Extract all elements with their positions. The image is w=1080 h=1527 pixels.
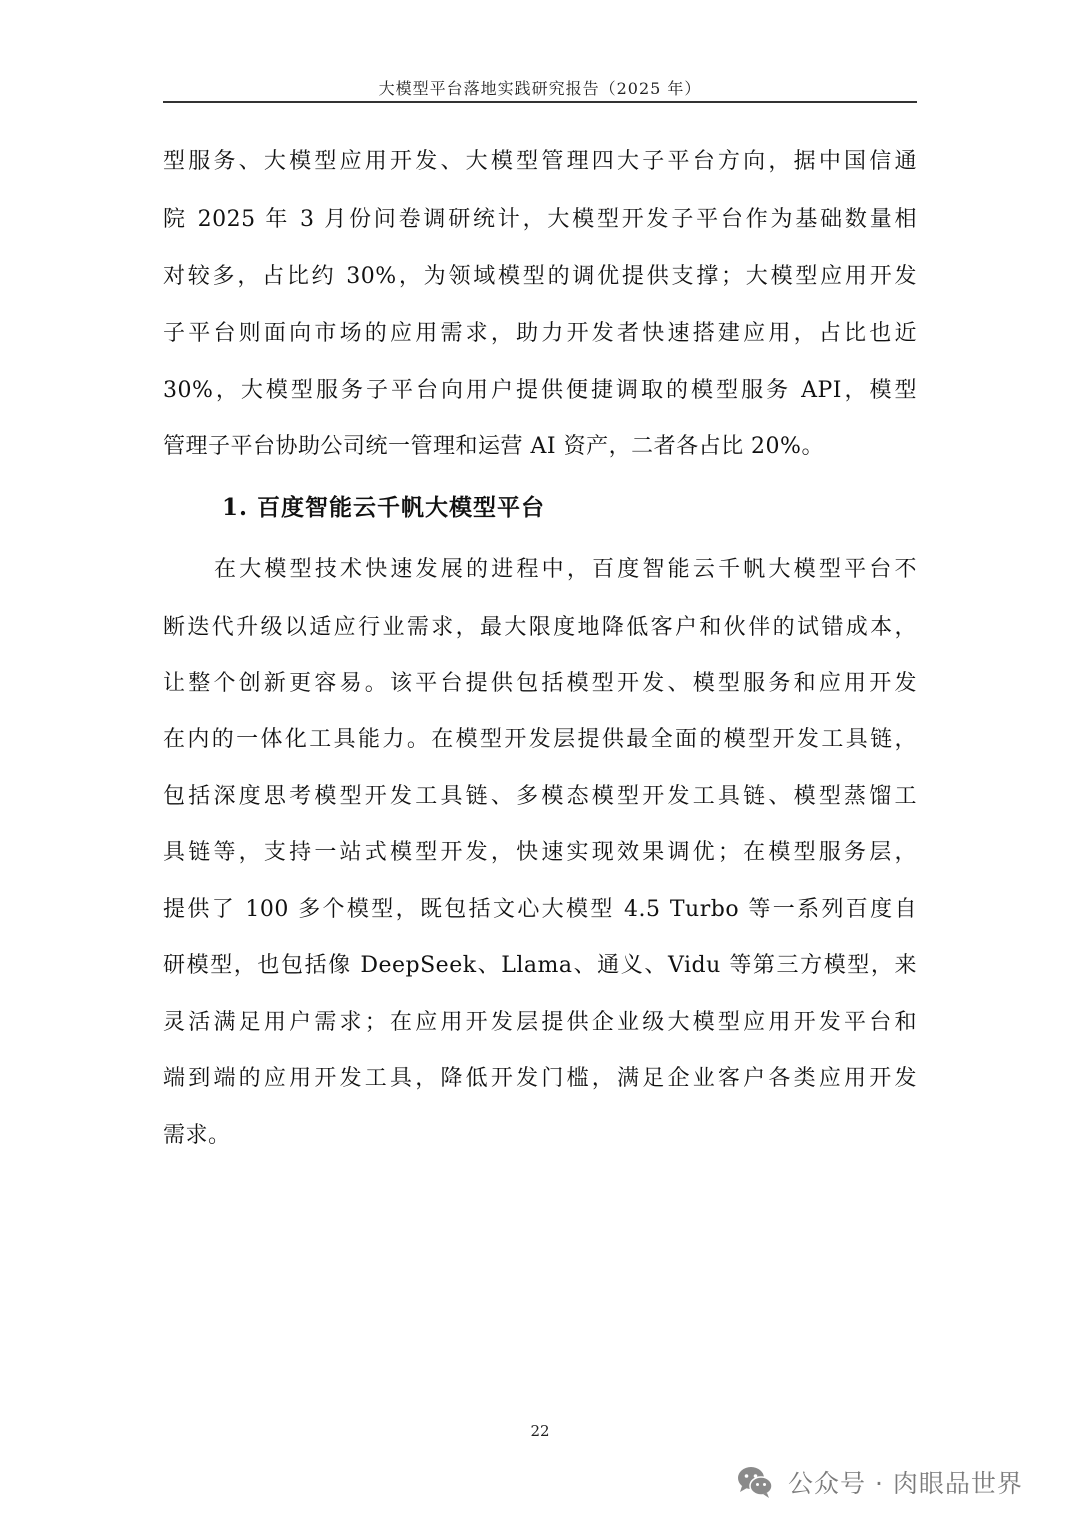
text-segment: 灵活满足用户需求； bbox=[163, 1010, 388, 1035]
text-line: 型服务、大模型应用开发、大模型管理四大子平台方向，据中国信通 bbox=[163, 149, 917, 174]
text-line bbox=[163, 725, 917, 755]
watermark bbox=[736, 1462, 1023, 1502]
text-line: 子平台则面向市场的应用需求，助力开发者快速搭建应用，占比也近 bbox=[163, 321, 917, 346]
text-line: 在大模型技术快速发展的进程中，百度智能云千帆大模型平台不 bbox=[214, 557, 917, 582]
wechat-icon bbox=[736, 1465, 774, 1499]
page-number: 22 bbox=[530, 1422, 550, 1440]
highlight-app-dev-layer: 在应用开发层 bbox=[387, 1010, 542, 1035]
text-segment: ， bbox=[894, 840, 917, 865]
text-line: 对较多，占比约 30%，为领域模型的调优提供支撑；大模型应用开发 bbox=[163, 264, 917, 289]
report-header-title: 大模型平台落地实践研究报告（2025 年） bbox=[378, 79, 702, 98]
text-line: 需求。 bbox=[163, 1123, 231, 1148]
text-segment: 提供最全面的模型开发工具链， bbox=[577, 727, 917, 752]
text-line: 让整个创新更容易。该平台提供包括模型开发、模型服务和应用开发 bbox=[163, 671, 917, 696]
highlight-model-dev-layer: 在模型开发层 bbox=[431, 727, 578, 752]
text-segment: 具链等，支持一站式模型开发，快速实现效果调优； bbox=[163, 840, 741, 865]
text-line bbox=[163, 838, 917, 868]
highlight-model-service-layer: 在模型服务层 bbox=[740, 840, 895, 865]
watermark-text: 公众号 · 肉眼品世界 bbox=[788, 1469, 1023, 1498]
text-line bbox=[163, 1008, 917, 1038]
text-line: 断迭代升级以适应行业需求，最大限度地降低客户和伙伴的试错成本， bbox=[163, 615, 917, 640]
text-line: 提供了 100 多个模型，既包括文心大模型 4.5 Turbo 等一系列百度自 bbox=[163, 897, 917, 922]
text-segment: 在内的一体化工具能力。 bbox=[163, 727, 432, 752]
text-segment: 提供企业级大模型应用开发平台和 bbox=[541, 1010, 917, 1035]
text-line: 管理子平台协助公司统一管理和运营 AI 资产，二者各占比 20%。 bbox=[163, 434, 824, 459]
text-line: 30%，大模型服务子平台向用户提供便捷调取的模型服务 API，模型 bbox=[163, 378, 917, 403]
text-line: 端到端的应用开发工具，降低开发门槛，满足企业客户各类应用开发 bbox=[163, 1066, 917, 1091]
text-line: 研模型，也包括像 DeepSeek、Llama、通义、Vidu 等第三方模型，来 bbox=[163, 953, 917, 978]
text-line: 院 2025 年 3 月份问卷调研统计，大模型开发子平台作为基础数量相 bbox=[163, 207, 917, 232]
header-divider bbox=[163, 101, 917, 103]
section-heading: 1. 百度智能云千帆大模型平台 bbox=[222, 494, 546, 521]
text-line: 包括深度思考模型开发工具链、多模态模型开发工具链、模型蒸馏工 bbox=[163, 784, 917, 809]
